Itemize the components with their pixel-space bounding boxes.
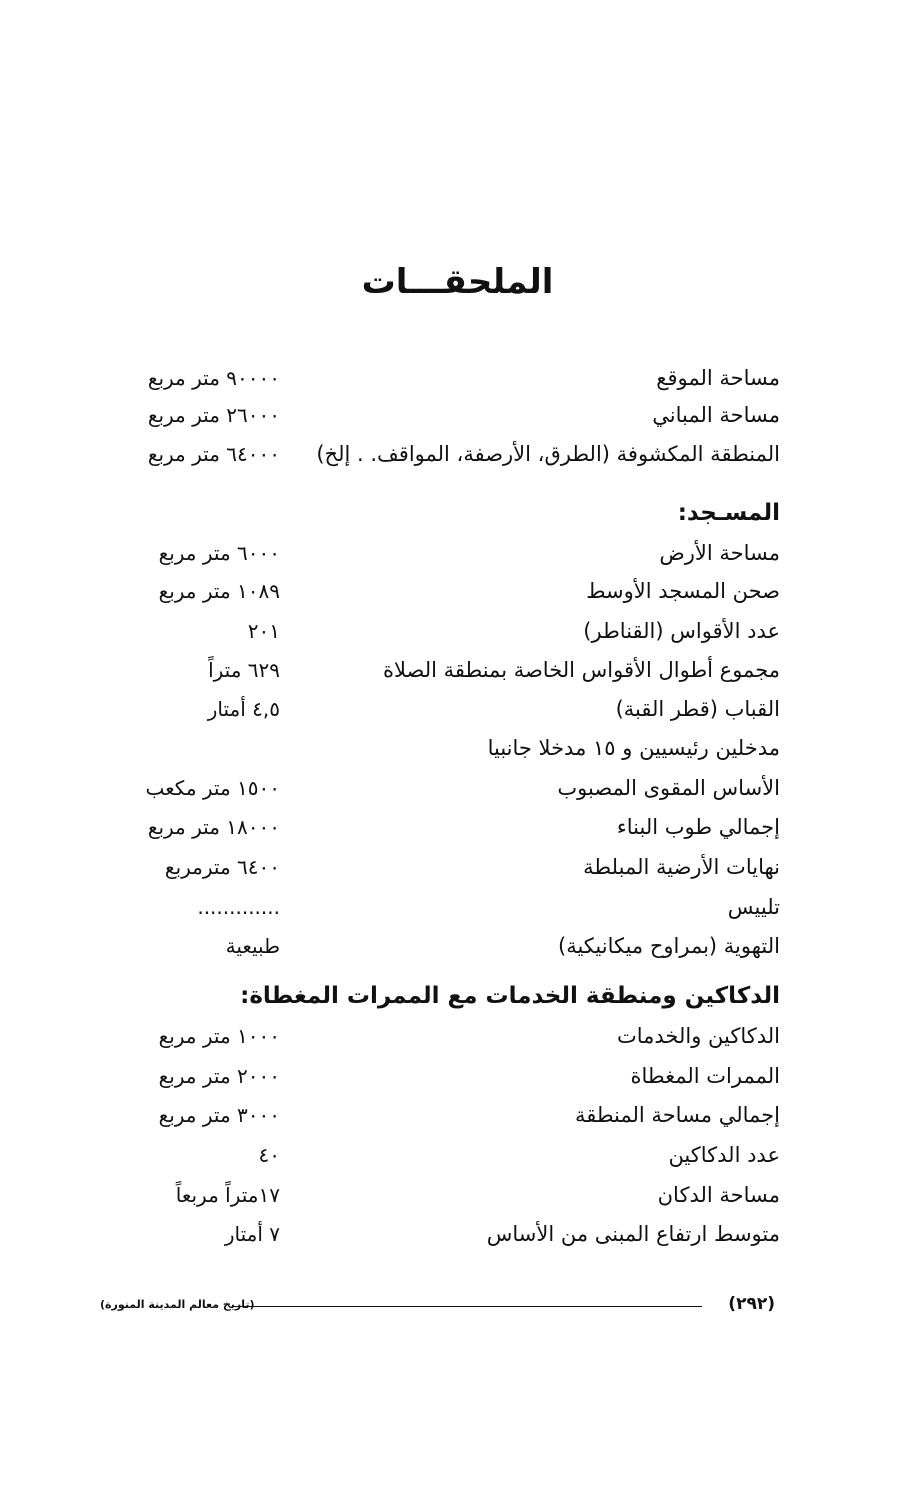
table-row <box>110 1103 780 1139</box>
row-label: الأساس المقوى المصبوب <box>557 776 780 800</box>
row-label: مجموع أطوال الأقواس الخاصة بمنطقة الصلاة <box>382 658 780 682</box>
table-row <box>110 619 780 655</box>
section-heading-mosque: المسـجد: <box>677 500 780 526</box>
row-value: ١٠٨٩ متر مربع <box>158 579 280 603</box>
row-value: ١٠٠٠ متر مربع <box>158 1024 280 1048</box>
row-value: ١٥٠٠ متر مكعب <box>145 776 280 800</box>
row-label: مساحة الدكان <box>657 1183 780 1207</box>
section-heading-shops: الدكاكين ومنطقة الخدمات مع الممرات المغطاة: <box>240 983 780 1009</box>
footer-divider <box>232 1306 702 1307</box>
row-value: ١٨٠٠٠ متر مربع <box>147 815 280 839</box>
page-title: الملحقـــات <box>361 262 554 302</box>
table-row <box>110 1183 780 1219</box>
row-label: مدخلين رئيسيين و ١٥ مدخلا جانبيا <box>487 736 780 760</box>
row-value: ٧ أمتار <box>224 1222 280 1246</box>
table-row <box>110 541 780 577</box>
row-label: مساحة الموقع <box>656 366 780 390</box>
row-value: ١٧متراً مربعاً <box>175 1183 280 1207</box>
table-row <box>110 934 780 970</box>
row-label: صحن المسجد الأوسط <box>586 579 780 603</box>
row-value: ٢٠١ <box>247 619 280 643</box>
page-number: (٢٩٢) <box>728 1294 775 1314</box>
row-value: ٦٠٠٠ متر مربع <box>158 541 280 565</box>
table-row <box>110 1024 780 1060</box>
table-row <box>110 895 780 931</box>
row-label: التهوية (بمراوح ميكانيكية) <box>558 934 780 958</box>
table-row <box>110 1222 780 1258</box>
row-value: ............. <box>197 895 280 919</box>
row-value: ٦٤٠٠ مترمربع <box>164 855 280 879</box>
row-value: ٦٢٩ متراً <box>208 658 280 682</box>
row-label: إجمالي مساحة المنطقة <box>574 1103 780 1127</box>
table-row <box>110 736 780 772</box>
running-footer-title: (تاريخ معالم المدينة المنورة) <box>100 1298 255 1311</box>
row-value: طبيعية <box>225 934 280 958</box>
table-row <box>110 855 780 891</box>
row-label: المنطقة المكشوفة (الطرق، الأرصفة، المواقف. . إلخ) <box>316 442 780 466</box>
row-label: عدد الأقواس (القناطر) <box>583 619 780 643</box>
table-row <box>110 697 780 733</box>
row-label: تلييس <box>727 895 780 919</box>
table-row <box>110 403 780 439</box>
row-label: القباب (قطر القبة) <box>615 697 780 721</box>
row-value: ٦٤٠٠٠ متر مربع <box>147 442 280 466</box>
row-value: ٤,٥ أمتار <box>207 697 280 721</box>
row-label: نهايات الأرضية المبلطة <box>583 855 780 879</box>
row-value: ٩٠٠٠٠ متر مربع <box>147 366 280 390</box>
row-value: ٤٠ <box>258 1143 280 1167</box>
row-label: مساحة المباني <box>652 403 780 427</box>
table-row <box>110 1143 780 1179</box>
row-label: الدكاكين والخدمات <box>616 1024 780 1048</box>
row-label: مساحة الأرض <box>659 541 780 565</box>
row-value: ٢٦٠٠٠ متر مربع <box>147 403 280 427</box>
table-row <box>110 1064 780 1100</box>
table-row <box>110 579 780 615</box>
row-value: ٢٠٠٠ متر مربع <box>158 1064 280 1088</box>
row-label: إجمالي طوب البناء <box>616 815 780 839</box>
row-label: متوسط ارتفاع المبنى من الأساس <box>486 1222 780 1246</box>
table-row <box>110 658 780 694</box>
table-row <box>110 815 780 851</box>
row-label: عدد الدكاكين <box>668 1143 780 1167</box>
table-row <box>110 442 780 478</box>
table-row <box>110 366 780 402</box>
row-label: الممرات المغطاة <box>630 1064 780 1088</box>
table-row <box>110 776 780 812</box>
row-value: ٣٠٠٠ متر مربع <box>158 1103 280 1127</box>
